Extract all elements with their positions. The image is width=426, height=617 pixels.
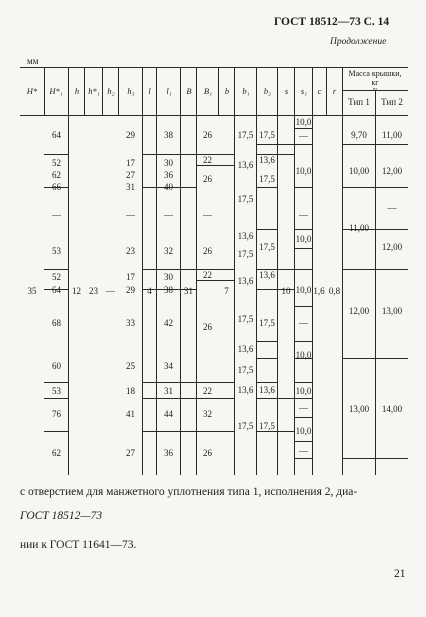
cell-H1: 53 <box>52 246 61 256</box>
cell-s1: 10,0 <box>295 285 312 295</box>
col-header-B1: B₁ <box>203 86 213 96</box>
footer-text-line3: нии к ГОСТ 11641—73. <box>20 539 137 551</box>
cell-h3: 31 <box>126 182 135 192</box>
cell-l1: 44 <box>164 409 173 419</box>
cell-l1: — <box>164 210 173 220</box>
cell-H1: 76 <box>52 409 61 419</box>
cell-l1: 32 <box>164 246 173 256</box>
cell-mass-type2: 14,00 <box>381 404 403 414</box>
cell-B1: 32 <box>203 409 212 419</box>
cell-mass-type1: 11,00 <box>349 223 369 233</box>
col-header-h2: h₂ <box>107 86 115 96</box>
col-header-H1: H*₁ <box>49 86 63 96</box>
cell-h3: 27 <box>126 170 135 180</box>
col-header-B: B <box>186 86 192 96</box>
cell-h3: 17 <box>126 158 135 168</box>
cell-mass-type2: 11,00 <box>382 130 402 140</box>
col-header-l: l <box>148 86 151 96</box>
cell-mass-type1: 12,00 <box>348 306 370 316</box>
cell-b1: 17,5 <box>237 130 254 140</box>
col-header-type2: Тип 2 <box>381 97 403 107</box>
cell-B1: 26 <box>203 322 212 332</box>
cell-s1: 10,0 <box>295 166 312 176</box>
cell-h3: 29 <box>126 285 135 295</box>
cell-H1: 68 <box>52 318 61 328</box>
cell-s1: — <box>299 210 308 220</box>
cell-B1: 26 <box>203 174 212 184</box>
cell-mass-type1: 13,00 <box>348 404 370 414</box>
cell-B1: 22 <box>203 270 212 280</box>
cell-h3: 17 <box>126 272 135 282</box>
col-header-type1: Тип 1 <box>348 97 370 107</box>
cell-c: 1,6 <box>313 286 325 296</box>
cell-s1: — <box>299 403 308 413</box>
col-header-b2: b₂ <box>263 86 272 96</box>
cell-B1: 26 <box>203 246 212 256</box>
cell-r: 0,8 <box>328 286 341 296</box>
cell-b1: 17,5 <box>237 249 254 259</box>
cell-mass-type2: 12,00 <box>381 242 403 252</box>
cell-s1: 10,0 <box>295 350 312 360</box>
cell-B1: 22 <box>203 386 212 396</box>
cell-l1: 36 <box>164 170 173 180</box>
cell-h2: — <box>106 286 115 296</box>
col-header-H: H* <box>26 86 38 96</box>
cell-b2: 17,5 <box>259 242 275 252</box>
cell-s1: — <box>299 446 308 456</box>
cell-b1: 13,6 <box>237 231 254 241</box>
cell-H: 35 <box>27 286 37 296</box>
cell-H1: — <box>52 210 61 220</box>
cell-b1: 17,5 <box>237 314 254 324</box>
cell-l1: 36 <box>164 448 173 458</box>
cell-l1: 30 <box>164 158 173 168</box>
col-header-l1: l₁ <box>166 86 172 96</box>
col-header-h1: h*₁ <box>88 86 100 96</box>
cell-B1: 26 <box>203 448 212 458</box>
mass-approx-mark: ≈ <box>372 85 378 94</box>
cell-s1: 10,0 <box>295 117 312 127</box>
cell-H1: 53 <box>52 386 61 396</box>
cell-H1: 52 <box>52 272 61 282</box>
cell-b1: 13,6 <box>237 276 254 286</box>
cell-b2: 13,6 <box>259 385 275 395</box>
cell-h3: 33 <box>126 318 135 328</box>
col-header-b1: b₁ <box>242 86 250 96</box>
cell-l1: 42 <box>164 318 173 328</box>
cell-b2: 17,5 <box>259 130 275 140</box>
cell-H1: 64 <box>52 130 61 140</box>
cell-s1: 10,0 <box>295 426 312 436</box>
cell-s1: — <box>299 131 308 141</box>
cell-h3: 23 <box>126 246 135 256</box>
col-header-c: c <box>317 86 322 96</box>
cell-h3: 29 <box>126 130 135 140</box>
cell-s1: — <box>299 318 308 328</box>
cell-l: 4 <box>147 286 152 296</box>
cell-b: 7 <box>224 286 229 296</box>
cell-b2: 17,5 <box>259 318 275 328</box>
cell-h: 12 <box>72 286 81 296</box>
cell-s1: 10,0 <box>295 386 312 396</box>
col-header-b: b <box>224 86 230 96</box>
cell-b1: 17,5 <box>237 421 254 431</box>
cell-h3: 41 <box>126 409 135 419</box>
unit-label: мм <box>27 56 39 66</box>
cell-B1: 22 <box>203 155 212 165</box>
cell-b1: 13,6 <box>237 160 254 170</box>
cell-h3: — <box>126 210 135 220</box>
cell-b1: 17,5 <box>237 194 254 204</box>
cell-b1: 13,6 <box>237 344 254 354</box>
cell-h3: 27 <box>126 448 135 458</box>
footer-text-line1: с отверстием для манжетного уплотнения типа 1, исполнения 2, диа- <box>20 486 358 498</box>
cell-b2: 17,5 <box>259 174 275 184</box>
cell-b1: 17,5 <box>237 365 254 375</box>
cell-h3: 18 <box>126 386 135 396</box>
page-title: ГОСТ 18512—73 С. 14 <box>274 16 390 28</box>
cell-B1: — <box>203 210 212 220</box>
cell-h3: 25 <box>126 361 135 371</box>
cell-H1: 52 <box>52 158 61 168</box>
cell-H1: 66 <box>52 182 61 192</box>
cell-mass-type1: 9,70 <box>351 130 367 140</box>
cell-B1: 26 <box>203 130 212 140</box>
page-number: 21 <box>394 568 406 580</box>
cell-B: 31 <box>184 286 193 296</box>
col-header-s1: s₁ <box>300 86 308 96</box>
cell-mass-type1: 10,00 <box>348 166 370 176</box>
cell-s1: 10,0 <box>295 234 312 244</box>
cell-b1: 13,6 <box>237 385 254 395</box>
col-header-s: s <box>284 86 289 96</box>
cell-H1: 62 <box>52 448 61 458</box>
cell-H1: 62 <box>52 170 61 180</box>
col-header-h3: h₃ <box>127 86 135 96</box>
cell-l1: 38 <box>164 285 173 295</box>
continued-label: Продолжение <box>330 37 387 47</box>
cell-l1: 38 <box>164 130 173 140</box>
col-header-h: h <box>74 86 80 96</box>
cell-H1: 60 <box>52 361 61 371</box>
cell-l1: 30 <box>164 272 173 282</box>
cell-h1: 23 <box>89 286 98 296</box>
cell-l1: 34 <box>164 361 173 371</box>
cell-l1: 40 <box>164 182 173 192</box>
cell-s: 10 <box>281 286 291 296</box>
cell-mass-type2: — <box>387 203 397 213</box>
cell-b2: 13,6 <box>259 270 275 280</box>
cell-mass-type2: 12,00 <box>381 166 403 176</box>
cell-mass-type2: 13,00 <box>381 306 403 316</box>
cell-b2: 17,5 <box>259 421 275 431</box>
cell-H1: 64 <box>52 285 61 295</box>
col-header-r: r <box>332 86 337 96</box>
cell-b2: 13,6 <box>259 155 275 165</box>
footer-gost-ref: ГОСТ 18512—73 <box>20 510 103 522</box>
cell-l1: 31 <box>164 386 173 396</box>
mass-header: Масса крышки, кг <box>348 69 402 87</box>
